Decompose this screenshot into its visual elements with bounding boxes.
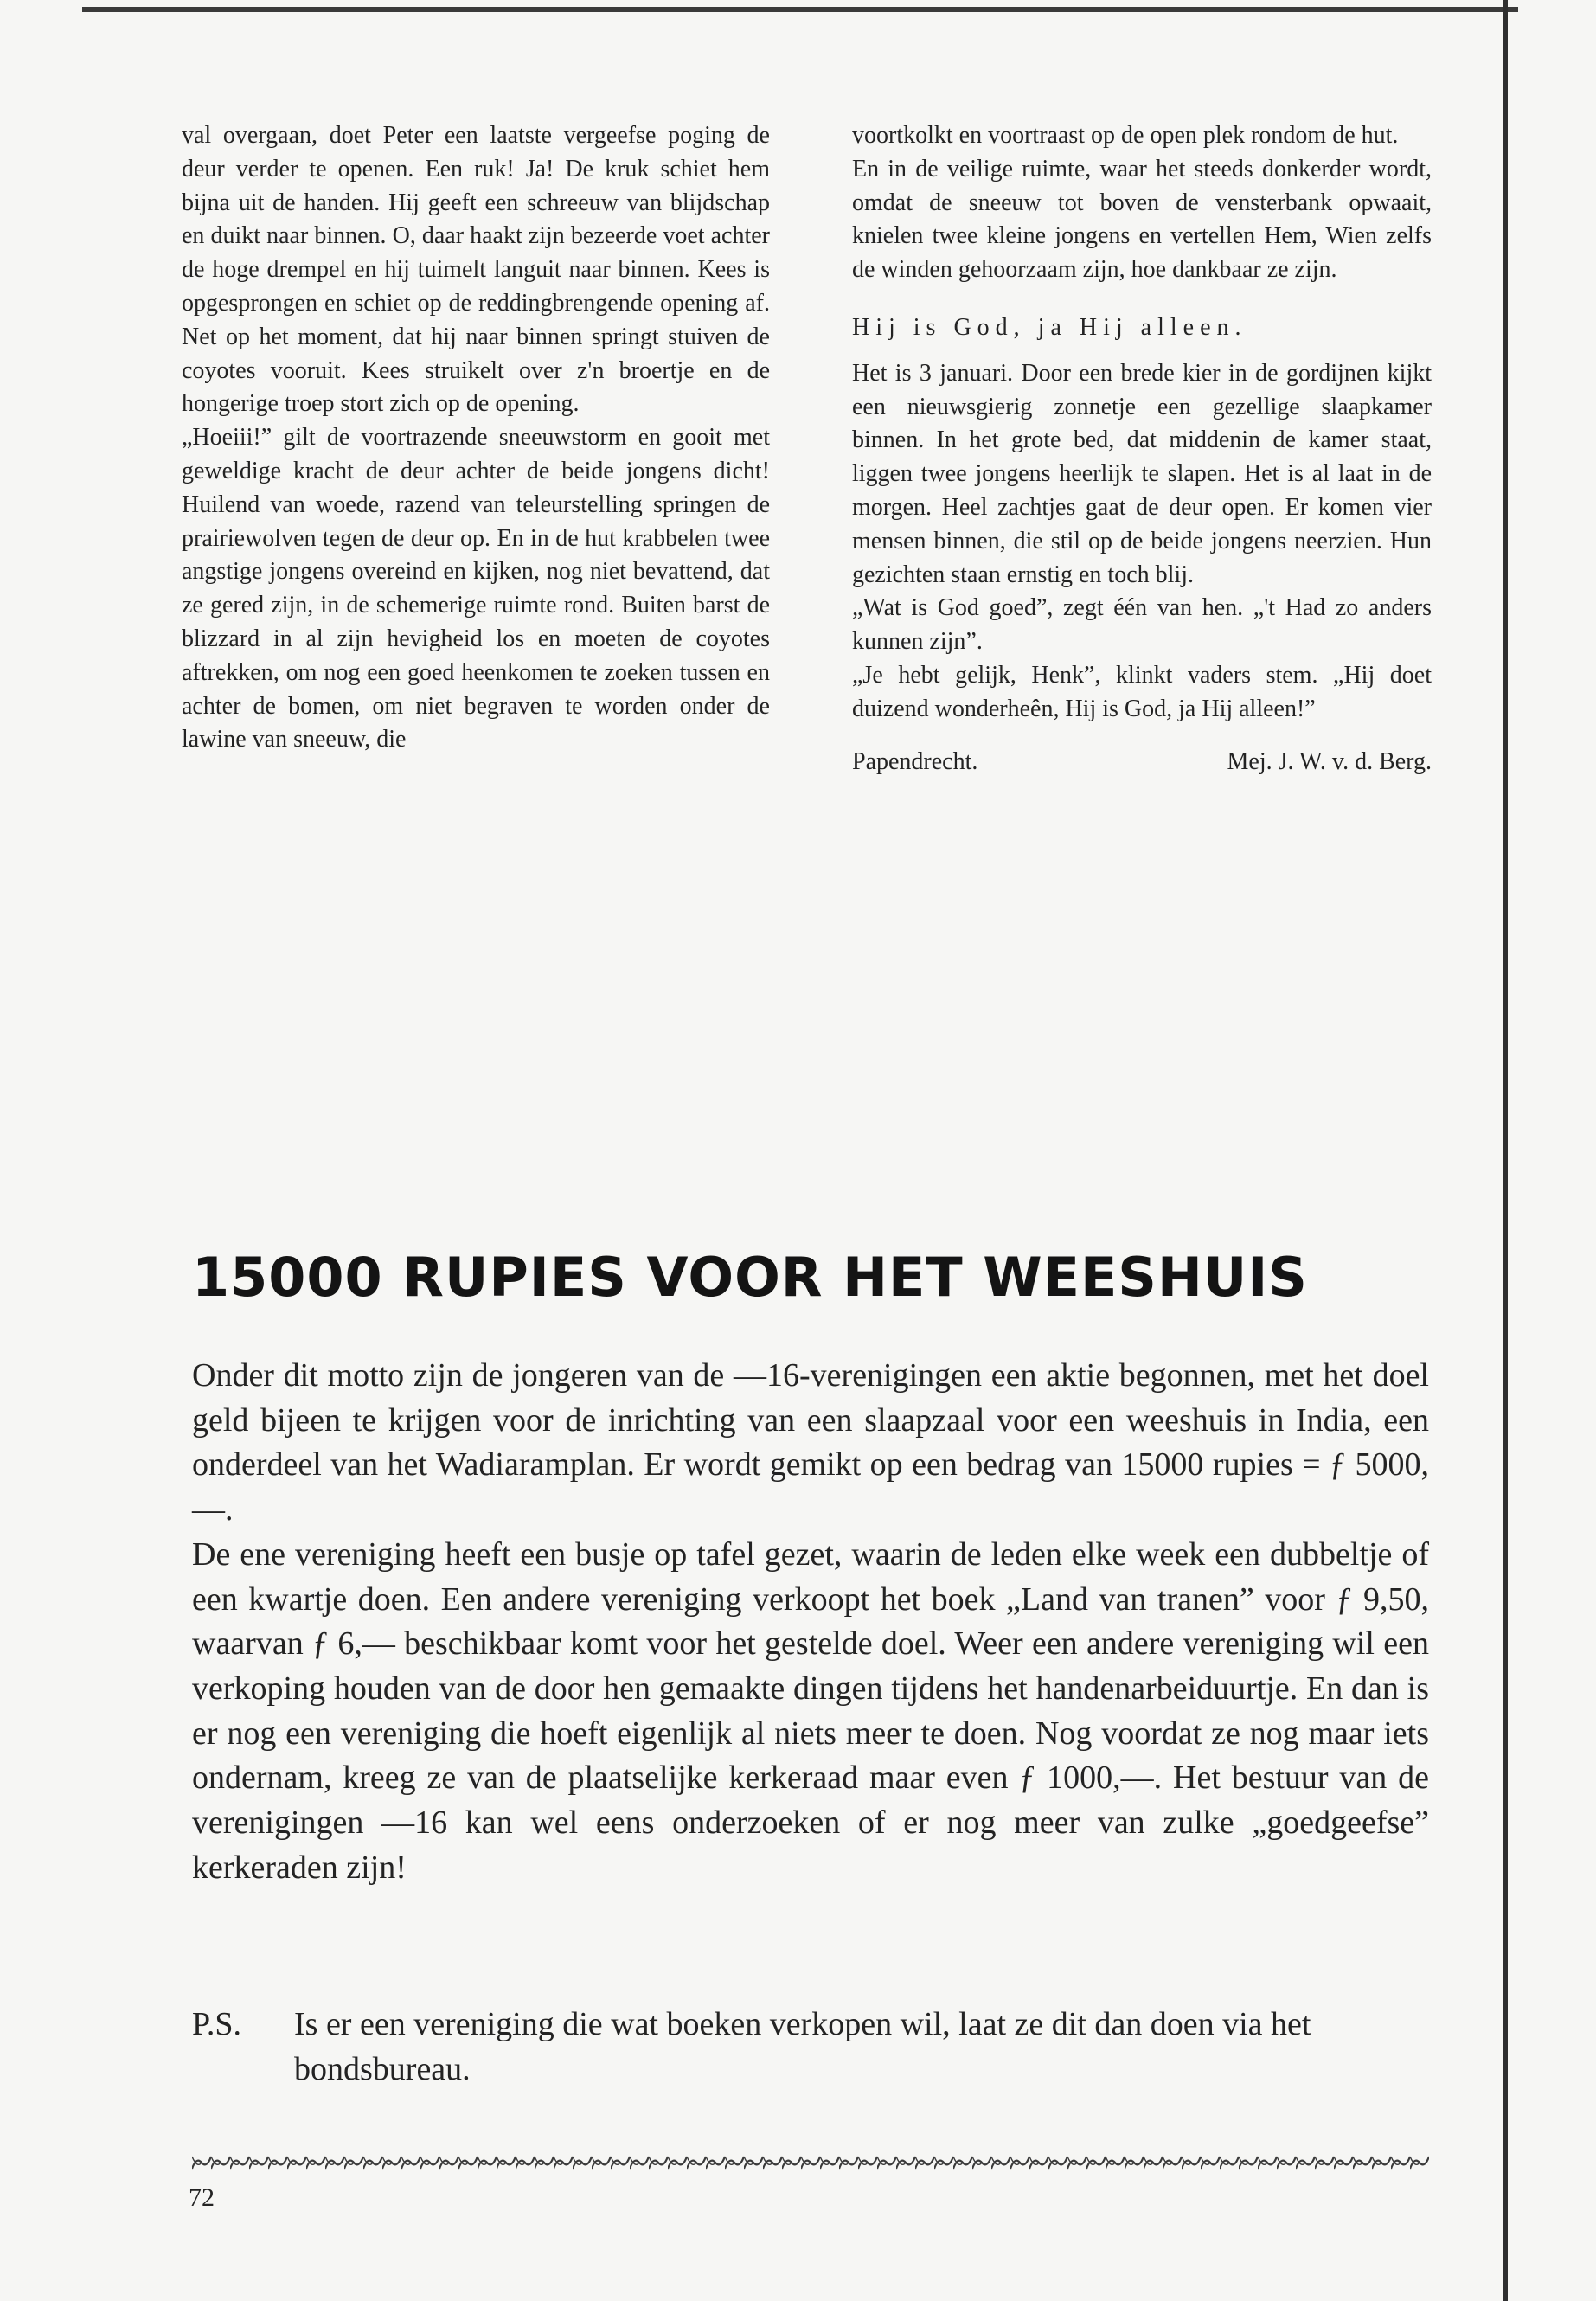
left-paragraph: „Hoeiii!” gilt de voortrazende sneeuwstorm en gooit met geweldige kracht de deur achter de beide jongens dicht! Huilend van woede, razend van teleurstelling springen de prairiewolven tegen de deur op. En in de hut krabbelen twee angstige jongens overeind en kijken, nog niet bevattend, dat ze gered zijn, in de schemerige ruimte rond. Buiten barst de blizzard in al zijn hevigheid los en moeten de coyotes aftrekken, om nog een goed heenkomen te zoeken tussen en achter de bomen, om niet begraven te worden onder de lawine van sneeuw, die xyxy=(182,424,770,753)
page-edge xyxy=(1503,0,1508,2301)
signature-place: Papendrecht. xyxy=(852,747,978,775)
article-title: 15000 RUPIES VOOR HET WEESHUIS xyxy=(192,1246,1308,1309)
signature xyxy=(852,746,1432,779)
right-paragraph: „Je hebt gelijk, Henk”, klinkt vaders stem. „Hij doet duizend wonderheên, Hij is God, ja Hij alleen!” xyxy=(852,661,1432,722)
ps-label: P.S. xyxy=(192,2006,242,2042)
page-number: 72 xyxy=(189,2183,215,2212)
right-paragraph: voortkolkt en voortraast op de open plek rondom de hut. xyxy=(852,122,1399,149)
left-paragraph: val overgaan, doet Peter een laatste vergeefse poging de deur verder te openen. Een ruk! Ja! De kruk schiet hem bijna uit de handen. Hij geeft een schreeuw van blijdschap en duikt naar binnen. O, daar haakt zijn bezeerde voet achter de hoge drempel en hij tuimelt languit naar binnen. Kees is opgesprongen en schiet op de reddingbrengende opening af. Net op het moment, dat hij naar binnen springt stuiven de coyotes vooruit. Kees struikelt over z'n broertje en de hongerige troep stort zich op de opening. xyxy=(182,122,770,418)
article-paragraph: Onder dit motto zijn de jongeren van de —16-verenigingen een aktie begonnen, met het doel geld bijeen te krijgen voor de inrichting van een slaapzaal voor een weeshuis in India, een onderdeel van het Wadiaramplan. Er wordt gemikt op een bedrag van 15000 rupies = ƒ 5000,—. xyxy=(192,1357,1429,1529)
ps-text: Is er een vereniging die wat boeken verkopen wil, laat ze dit dan doen via het bondsbureau. xyxy=(294,2006,1311,2087)
signature-name: Mej. J. W. v. d. Berg. xyxy=(1227,747,1432,775)
spaced-line: Hij is God, ja Hij alleen. xyxy=(852,313,1247,341)
right-paragraph: Het is 3 januari. Door een brede kier in de gordijnen kijkt een nieuwsgierig zonnetje een gezellige slaapkamer binnen. In het grote bed, dat middenin de kamer staat, liggen twee jongens heerlijk te slapen. Het is al laat in de morgen. Heel zachtjes gaat de deur open. Er komen vier mensen binnen, die stil op de beide jongens neerzien. Hun gezichten staan ernstig en toch blij. xyxy=(852,359,1432,588)
decorative-border xyxy=(192,2152,1429,2173)
right-paragraph: En in de veilige ruimte, waar het steeds donkerder wordt, omdat de sneeuw tot boven de vensterbank opwaait, knielen twee kleine jongens en vertellen Hem, Wien zelfs de winden gehoorzaam zijn, hoe dankbaar ze zijn. xyxy=(852,155,1432,284)
right-paragraph: „Wat is God goed”, zegt één van hen. „'t Had zo anders kunnen zijn”. xyxy=(852,594,1432,656)
left-column xyxy=(182,119,770,757)
top-rule xyxy=(82,7,1518,12)
postscript xyxy=(192,2003,1429,2092)
article-paragraph: De ene vereniging heeft een busje op tafel gezet, waarin de leden elke week een dubbeltje of een kwartje doen. Een andere vereniging verkoopt het boek „Land van tranen” voor ƒ 9,50, waarvan ƒ 6,— beschikbaar komt voor het gestelde doel. Weer een andere vereniging wil een verkoping houden van de door hen gemaakte dingen tijdens het handenarbeiduurtje. En dan is er nog een vereniging die hoeft eigenlijk al niets meer te doen. Nog voordat ze nog maar iets ondernam, kreeg ze van de plaatselijke kerkeraad maar even ƒ 1000,—. Het bestuur van de verenigingen —16 kan wel eens onderzoeken of er nog meer van zulke „goedgeefse” kerkeraden zijn! xyxy=(192,1535,1429,1886)
right-column xyxy=(852,119,1432,779)
article-body xyxy=(192,1354,1429,1890)
